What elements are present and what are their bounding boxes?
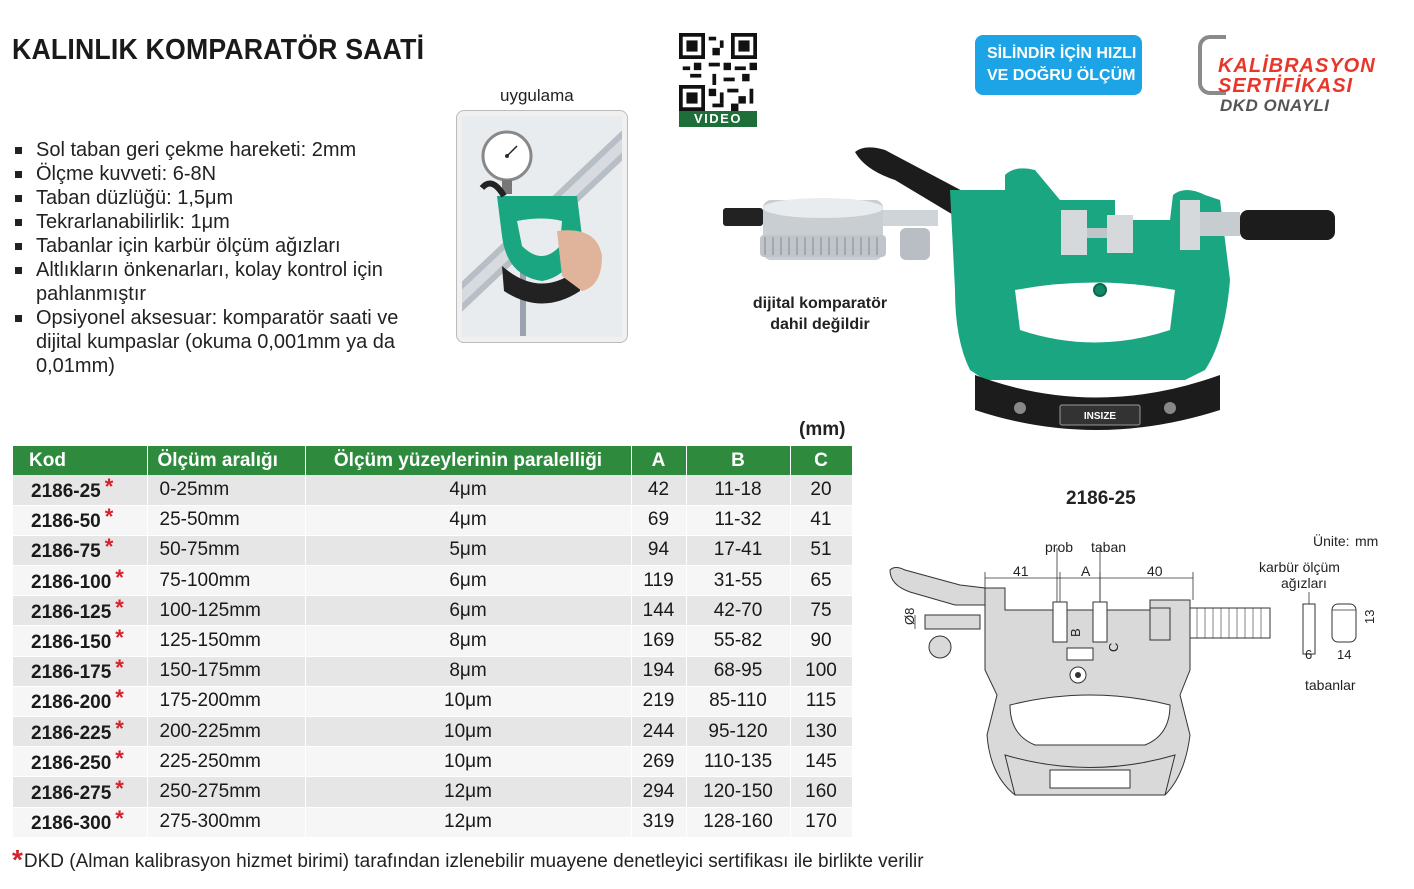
a-cell [631, 807, 686, 837]
a-cell [631, 777, 686, 807]
a-cell-text: 294 [642, 780, 675, 802]
calibration-line1: KALİBRASYON [1218, 55, 1376, 77]
dim-label: 40 [1147, 563, 1163, 579]
b-cell [686, 475, 790, 505]
parallelism-cell [305, 747, 631, 777]
table-row [13, 807, 852, 837]
certificate-star: * [104, 534, 114, 560]
column-header: Ölçüm yüzeylerinin paralelliği [305, 446, 631, 475]
b-cell-text: 128-160 [703, 811, 773, 833]
table-row [13, 505, 852, 535]
b-cell-text: 85-110 [709, 690, 767, 712]
code-cell [13, 656, 147, 686]
c-cell-text: 51 [810, 539, 832, 561]
certificate-star: * [115, 655, 124, 681]
certificate-star: * [115, 715, 124, 741]
parallelism-cell-text: 8μm [449, 660, 487, 682]
c-cell [790, 626, 852, 656]
code-cell-text: 2186-175 [31, 662, 112, 684]
b-cell [686, 747, 790, 777]
a-cell [631, 475, 686, 505]
footnote-text: DKD (Alman kalibrasyon hizmet birimi) tarafından izlenebilir muayene denetleyici sertifikası ile birlikte verilir [23, 851, 924, 872]
range-cell-text: 25-50mm [159, 509, 240, 531]
c-cell [790, 656, 852, 686]
carbide-label: karbür ölçüm [1259, 559, 1340, 575]
b-cell-text: 31-55 [713, 569, 763, 591]
certificate-star: * [115, 775, 124, 801]
a-cell-text: 69 [647, 509, 670, 531]
table-row [13, 656, 852, 686]
b-cell [686, 807, 790, 837]
a-cell-text: 269 [642, 750, 675, 772]
feature-item: Tabanlar için karbür ölçüm ağızları [14, 234, 414, 258]
feature-item: Taban düzlüğü: 1,5μm [14, 186, 414, 210]
code-cell-text: 2186-275 [31, 782, 112, 804]
dim-label: taban [1091, 539, 1127, 555]
range-cell [147, 535, 305, 565]
code-cell-text: 2186-200 [31, 692, 112, 714]
code-cell-text: 2186-100 [31, 571, 112, 593]
a-cell-text: 119 [643, 569, 674, 591]
parallelism-cell [305, 596, 631, 626]
range-cell [147, 656, 305, 686]
c-cell-text: 90 [810, 630, 832, 652]
parallelism-cell [305, 777, 631, 807]
table-unit: (mm) [799, 419, 846, 440]
parallelism-cell [305, 475, 631, 505]
unit-value: mm [1355, 533, 1379, 549]
code-cell-text: 2186-150 [31, 632, 112, 654]
carbide-label: ağızları [1281, 575, 1327, 591]
parallelism-cell-text: 4μm [449, 478, 487, 500]
footnote [12, 842, 924, 874]
table-row [13, 686, 852, 716]
a-cell [631, 747, 686, 777]
a-cell-text: 244 [642, 720, 675, 742]
code-cell-text: 2186-300 [31, 813, 112, 835]
range-cell-text: 150-175mm [159, 660, 261, 682]
column-header: A [631, 446, 686, 475]
range-cell [147, 807, 305, 837]
model-caption: 2186-25 [1066, 488, 1136, 509]
b-cell-text: 55-82 [713, 630, 763, 652]
code-cell [13, 475, 147, 505]
c-cell-text: 160 [805, 780, 837, 802]
c-cell [790, 566, 852, 596]
b-cell [686, 566, 790, 596]
dim-label: A [1081, 563, 1091, 579]
parallelism-cell-text: 12μm [444, 780, 492, 802]
column-header: C [790, 446, 852, 475]
range-cell-text: 175-200mm [159, 690, 261, 712]
code-cell [13, 807, 147, 837]
code-cell [13, 596, 147, 626]
parallelism-cell [305, 686, 631, 716]
certificate-star: * [115, 564, 124, 590]
dim-label: 14 [1337, 647, 1352, 662]
a-cell-text: 319 [642, 811, 675, 833]
b-cell-text: 17-41 [713, 539, 763, 561]
c-cell-text: 41 [810, 509, 832, 531]
parallelism-cell-text: 4μm [449, 509, 487, 531]
b-cell-text: 68-95 [713, 660, 763, 682]
dim-label: C [1106, 642, 1121, 652]
a-cell [631, 717, 686, 747]
c-cell [790, 807, 852, 837]
a-cell [631, 626, 686, 656]
certificate-star: * [115, 594, 124, 620]
c-cell [790, 505, 852, 535]
a-cell [631, 686, 686, 716]
c-cell-text: 130 [805, 720, 837, 742]
table-row [13, 717, 852, 747]
range-cell [147, 626, 305, 656]
c-cell [790, 475, 852, 505]
parallelism-cell-text: 5μm [449, 539, 487, 561]
b-cell [686, 717, 790, 747]
range-cell-text: 250-275mm [159, 780, 261, 802]
c-cell-text: 100 [805, 660, 837, 682]
dim-label: 41 [1013, 563, 1029, 579]
range-cell [147, 475, 305, 505]
certificate-star: * [115, 806, 124, 832]
unit-label: Ünite: [1313, 533, 1350, 549]
c-cell-text: 75 [810, 599, 832, 621]
a-cell [631, 505, 686, 535]
qr-code-icon [679, 33, 757, 111]
certificate-star: * [115, 625, 124, 651]
anvils-label: tabanlar [1305, 677, 1356, 693]
a-cell [631, 596, 686, 626]
parallelism-cell [305, 807, 631, 837]
b-cell [686, 656, 790, 686]
feature-item: Tekrarlanabilirlik: 1μm [14, 210, 414, 234]
b-cell-text: 95-120 [708, 720, 768, 742]
code-cell-text: 2186-125 [31, 601, 112, 623]
page-title: KALINLIK KOMPARATÖR SAATİ [12, 34, 425, 66]
a-cell [631, 566, 686, 596]
code-cell-text: 2186-250 [31, 752, 112, 774]
calibration-line2: SERTİFİKASI [1218, 75, 1354, 97]
range-cell-text: 225-250mm [159, 750, 261, 772]
parallelism-cell-text: 12μm [444, 811, 492, 833]
caption-line: dahil değildir [770, 316, 870, 333]
certificate-star: * [104, 473, 114, 499]
certificate-star: * [104, 504, 114, 530]
brand-logo: INSIZE [1083, 411, 1117, 422]
range-cell [147, 717, 305, 747]
a-cell-text: 194 [642, 660, 675, 682]
a-cell-text: 42 [647, 478, 670, 500]
range-cell [147, 777, 305, 807]
qr-code[interactable] [679, 33, 757, 129]
application-photo [456, 110, 628, 343]
code-cell-text: 2186-25 [31, 480, 101, 502]
feature-item: Altlıkların önkenarları, kolay kontrol için pahlanmıştır [14, 258, 414, 306]
caption-line: dijital komparatör [752, 295, 888, 312]
c-cell [790, 686, 852, 716]
parallelism-cell-text: 6μm [449, 599, 487, 621]
c-cell-text: 65 [810, 569, 832, 591]
b-cell [686, 686, 790, 716]
range-cell-text: 125-150mm [159, 630, 261, 652]
b-cell-text: 42-70 [713, 599, 763, 621]
product-caption [740, 293, 900, 335]
range-cell-text: 275-300mm [159, 811, 261, 833]
b-cell [686, 535, 790, 565]
parallelism-cell-text: 10μm [444, 750, 492, 772]
parallelism-cell-text: 10μm [444, 690, 492, 712]
dim-label: 13 [1362, 609, 1377, 624]
range-cell [147, 566, 305, 596]
code-cell [13, 535, 147, 565]
badge-line: VE DOĞRU ÖLÇÜM [987, 67, 1136, 84]
b-cell-text: 120-150 [703, 780, 773, 802]
b-cell [686, 596, 790, 626]
feature-item: Opsiyonel aksesuar: komparatör saati ve dijital kumpaslar (okuma 0,001mm ya da 0,01mm) [14, 306, 414, 378]
parallelism-cell [305, 717, 631, 747]
spec-table [13, 446, 853, 838]
table-row [13, 535, 852, 565]
code-cell [13, 566, 147, 596]
code-cell [13, 777, 147, 807]
parallelism-cell-text: 6μm [449, 569, 487, 591]
footnote-star: * [12, 844, 23, 875]
code-cell [13, 626, 147, 656]
parallelism-cell-text: 8μm [449, 630, 487, 652]
range-cell-text: 50-75mm [159, 539, 240, 561]
column-header: B [686, 446, 790, 475]
a-cell-text: 94 [647, 539, 670, 561]
a-cell-text: 219 [642, 690, 675, 712]
column-header: Kod [13, 446, 147, 475]
c-cell [790, 535, 852, 565]
code-cell [13, 747, 147, 777]
certificate-star: * [115, 745, 124, 771]
b-cell-text: 11-18 [714, 478, 762, 500]
table-row [13, 777, 852, 807]
column-header: Ölçüm aralığı [147, 446, 305, 475]
c-cell-text: 20 [810, 478, 832, 500]
application-label: uygulama [500, 86, 574, 105]
technical-drawing [885, 530, 1405, 810]
range-cell [147, 596, 305, 626]
parallelism-cell [305, 566, 631, 596]
code-cell [13, 505, 147, 535]
c-cell-text: 115 [805, 690, 837, 712]
c-cell [790, 596, 852, 626]
parallelism-cell-text: 10μm [444, 720, 492, 742]
b-cell [686, 777, 790, 807]
c-cell-text: 145 [805, 750, 837, 772]
range-cell [147, 747, 305, 777]
range-cell-text: 75-100mm [159, 569, 251, 591]
feature-list [14, 138, 414, 378]
a-cell-text: 169 [642, 630, 675, 652]
table-row [13, 475, 852, 505]
range-cell-text: 0-25mm [159, 478, 230, 500]
feature-item: Ölçme kuvveti: 6-8N [14, 162, 414, 186]
c-cell [790, 747, 852, 777]
feature-badge [975, 35, 1142, 95]
feature-item: Sol taban geri çekme hareketi: 2mm [14, 138, 414, 162]
parallelism-cell [305, 505, 631, 535]
range-cell [147, 505, 305, 535]
video-label[interactable]: VIDEO [679, 111, 757, 127]
b-cell [686, 505, 790, 535]
b-cell-text: 110-135 [703, 750, 773, 772]
range-cell [147, 686, 305, 716]
c-cell [790, 777, 852, 807]
parallelism-cell [305, 535, 631, 565]
a-cell [631, 656, 686, 686]
c-cell-text: 170 [805, 811, 837, 833]
dim-label: prob [1045, 539, 1074, 555]
a-cell-text: 144 [642, 599, 675, 621]
dim-label: Ø8 [902, 607, 917, 625]
table-row [13, 747, 852, 777]
code-cell-text: 2186-225 [31, 722, 112, 744]
calibration-line3: DKD ONAYLI [1220, 96, 1330, 115]
dim-label: 6 [1305, 647, 1313, 662]
code-cell-text: 2186-50 [31, 511, 101, 533]
dim-label: B [1068, 628, 1083, 637]
table-row [13, 596, 852, 626]
c-cell [790, 717, 852, 747]
code-cell [13, 686, 147, 716]
parallelism-cell [305, 656, 631, 686]
certificate-star: * [115, 685, 124, 711]
code-cell [13, 717, 147, 747]
table-row [13, 566, 852, 596]
table-row [13, 626, 852, 656]
table-header-row [13, 446, 852, 475]
range-cell-text: 100-125mm [159, 599, 261, 621]
b-cell-text: 11-32 [714, 509, 762, 531]
range-cell-text: 200-225mm [159, 720, 261, 742]
badge-line: SİLİNDİR İÇİN HIZLI [987, 45, 1137, 62]
calibration-badge [1198, 35, 1398, 117]
a-cell [631, 535, 686, 565]
parallelism-cell [305, 626, 631, 656]
code-cell-text: 2186-75 [31, 541, 101, 563]
b-cell [686, 626, 790, 656]
